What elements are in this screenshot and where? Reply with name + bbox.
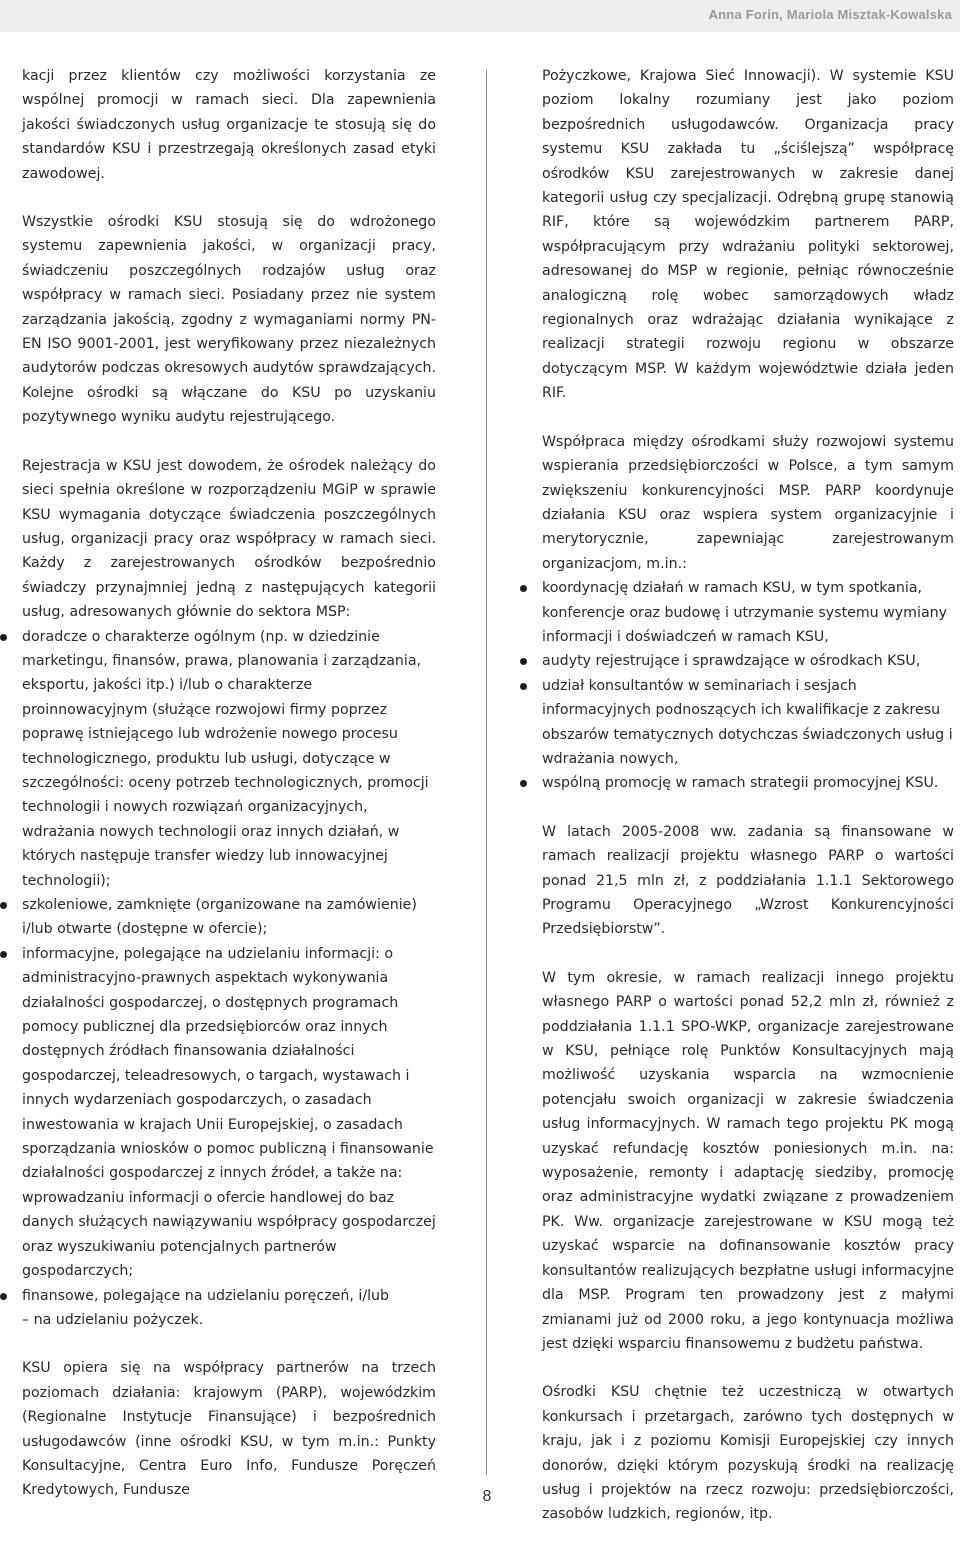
bullet-icon — [520, 658, 527, 665]
parp-support-list — [542, 576, 954, 796]
service-categories-list — [22, 625, 436, 1308]
list-item-text: szkoleniowe, zamknięte (organizowane na zamówienie) i/lub otwarte (dostępne w ofercie); — [22, 897, 417, 938]
list-item-text: wspólną promocję w ramach strategii promocyjnej KSU. — [542, 775, 939, 792]
right-paragraph-5: Ośrodki KSU chętnie też uczestniczą w otwartych konkursach i przetargach, zarówno tych dostępnych w kraju, jak i z poziomu Komisji Europejskiej czy innych donorów, dzięki którym pozyskują środki na realizację usług i projektów na rzecz rozwoju: przedsiębiorczości, zasobów ludzkich, regionów, itp. — [542, 1384, 954, 1523]
list-item — [542, 771, 954, 795]
list-item — [22, 1284, 436, 1308]
list-item-text: finansowe, polegające na udzielaniu poręczeń, i/lub — [22, 1287, 390, 1304]
column-divider — [486, 70, 487, 1475]
left-paragraph-4: KSU opiera się na współpracy partnerów na trzech poziomach działania: krajowym (PARP), wojewódzkim (Regionalne Instytucje Finansujące) i bezpośrednich usługodawców (inne ośrodki KSU, w tym m.in.: Punkty Konsultacyjne, Centra Euro Info, Fundusze Poręczeń Kredytowych, Fundusze — [22, 1360, 436, 1499]
right-paragraph-2: Współpraca między ośrodkami służy rozwojowi systemu wspierania przedsiębiorczości w Polsce, a tym samym zwiększeniu konkurencyjności MSP. PARP koordynuje działania KSU oraz wspiera system organizacyjnie i merytorycznie, zapewniając zarejestrowanym organizacjom, m.in.: — [542, 433, 954, 572]
bullet-icon — [0, 1293, 7, 1300]
right-paragraph-3: W latach 2005-2008 ww. zadania są finansowane w ramach realizacji projektu własnego PARP o wartości ponad 21,5 mln zł, z poddziałania 1.1.1 Sektorowego Programu Operacyjnego „Wzrost Konkurencyjności Przedsiębiorstw”. — [542, 823, 954, 938]
bullet-icon — [0, 951, 7, 958]
left-paragraph-3: Rejestracja w KSU jest dowodem, że ośrodek należący do sieci spełnia określone w rozporządzeniu MGiP w sprawie KSU wymagania dotyczące świadczenia poszczególnych usług, organizacji pracy oraz współpracy w ramach sieci. Każdy z zarejestrowanych ośrodków bezpośrednio świadczy przynajmniej jedną z następujących kategorii usług, adresowanych głównie do sektora MSP: — [22, 457, 436, 621]
right-paragraph-4: W tym okresie, w ramach realizacji innego projektu własnego PARP o wartości ponad 52,2 mln zł, również z poddziałania 1.1.1 SPO-WKP, organizacje zarejestrowane w KSU, pełniące rolę Punktów Konsultacyjnych mają możliwość uzyskania wsparcia na wzmocnienie potencjału swoich organizacji w zakresie świadczenia usług informacyjnych. W ramach tego projektu PK mogą uzyskać refundację kosztów poniesionych m.in. na: wyposażenie, remonty i adaptację siedziby, promocję oraz administracyjne wydatki związane z prowadzeniem PK. Ww. organizacje zarejestrowane w KSU mogą też uzyskać wsparcie na dofinansowanie kosztów pracy konsultantów realizujących bezpłatne usługi informacyjne dla MSP. Program ten prowadzony jest z małymi zmianami już od 2000 roku, a jego kontynuacja możliwa jest dzięki wsparciu finansowemu z budżetu państwa. — [542, 969, 954, 1352]
list-item — [542, 576, 954, 649]
list-item-text: doradcze o charakterze ogólnym (np. w dziedzinie marketingu, finansów, prawa, planowania i zarządzania, eksportu, jakości itp.) i/lub o charakterze proinnowacyjnym (służące rozwojowi firmy poprzez poprawę istniejącego lub wdrożenie nowego procesu technologicznego, produktu lub usługi, dotyczące w szczególności: oceny potrzeb technologicznych, promocji technologii i nowych rozwiązań organizacyjnych, wdrażania nowych technologii oraz innych działań, w których następuje transfer wiedzy lub innowacyjnej technologii); — [22, 628, 429, 889]
left-column — [22, 64, 436, 1527]
list-item — [22, 893, 436, 942]
bullet-icon — [0, 902, 7, 909]
left-paragraph-2: Wszystkie ośrodki KSU stosują się do wdrożonego systemu zapewnienia jakości, w organizacji pracy, świadczeniu poszczególnych rodzajów usług oraz współpracy w ramach sieci. Posiadany przez nie system zarządzania jakością, zgodny z wymaganiami normy PN-EN ISO 9001-2001, jest weryfikowany przez niezależnych audytorów podczas okresowych audytów sprawdzających. Kolejne ośrodki są włączane do KSU po uzyskaniu pozytywnego wyniku audytu rejestrującego. — [22, 214, 436, 426]
right-paragraph-1: Pożyczkowe, Krajowa Sieć Innowacji). W systemie KSU poziom lokalny rozumiany jest jako poziom bezpośrednich usługodawców. Organizacja pracy systemu KSU zakłada tu „ściślejszą” współpracę ośrodków KSU zarejestrowanych w zakresie danej kategorii usług czy specjalizacji. Odrębną grupę stanowią RIF, które są wojewódzkim partnerem PARP, współpracującym przy wdrażaniu polityki sektorowej, adresowanej do MSP w regionie, pełniąc równocześnie analogiczną rolę wobec samorządowych władz regionalnych oraz wdrażając działania wynikające z realizacji strategii rozwoju regionu w obszarze dotyczącym MSP. W każdym województwie działa jeden RIF. — [542, 68, 954, 402]
list-item — [22, 625, 436, 893]
right-column — [542, 64, 954, 1551]
list-item-text: audyty rejestrujące i sprawdzające w ośrodkach KSU, — [542, 653, 921, 670]
page-number: 8 — [482, 1488, 492, 1505]
running-header — [0, 0, 960, 32]
bullet-icon — [520, 585, 527, 592]
list-item-text: koordynację działań w ramach KSU, w tym spotkania, konferencje oraz budowę i utrzymanie systemu wymiany informacji i doświadczeń w ramach KSU, — [542, 580, 948, 645]
bullet-icon — [520, 683, 527, 690]
list-item-text: informacyjne, polegające na udzielaniu informacji: o administracyjno-prawnych aspektach wykonywania działalności gospodarczej, o dostępnych programach pomocy publicznej dla przedsiębiorców oraz innych dostępnych źródłach finansowania działalności gospodarczej, teleadresowych, o targach, wystawach i innych wydarzeniach gospodarczych, o zasadach inwestowania w krajach Unii Europejskiej, o zasadach sporządzania wniosków o pomoc publiczną i finansowanie działalności gospodarczej z innych źródeł, a także na: wprowadzaniu informacji o ofercie handlowej do baz danych służących nawiązywaniu współpracy gospodarczej oraz wyszukiwaniu potencjalnych partnerów gospodarczych; — [22, 945, 436, 1280]
list-item — [542, 649, 954, 673]
dash-list-item: – na udzielaniu pożyczek. — [22, 1311, 204, 1328]
list-item-text: udział konsultantów w seminariach i sesjach informacyjnych podnoszących ich kwalifikacje z zakresu obszarów tematycznych dotychczas świadczonych usług i wdrażania nowych, — [542, 677, 953, 767]
left-paragraph-1: kacji przez klientów czy możliwości korzystania ze wspólnej promocji w ramach sieci. Dla zapewnienia jakości świadczonych usług organizacje te stosują się do standardów KSU i przestrzegają określonych zasad etyki zawodowej. — [22, 68, 436, 182]
list-item — [22, 942, 436, 1284]
list-item — [542, 674, 954, 772]
bullet-icon — [520, 780, 527, 787]
bullet-icon — [0, 634, 7, 641]
header-author: Anna Forin, Mariola Misztak-Kowalska — [708, 7, 952, 22]
